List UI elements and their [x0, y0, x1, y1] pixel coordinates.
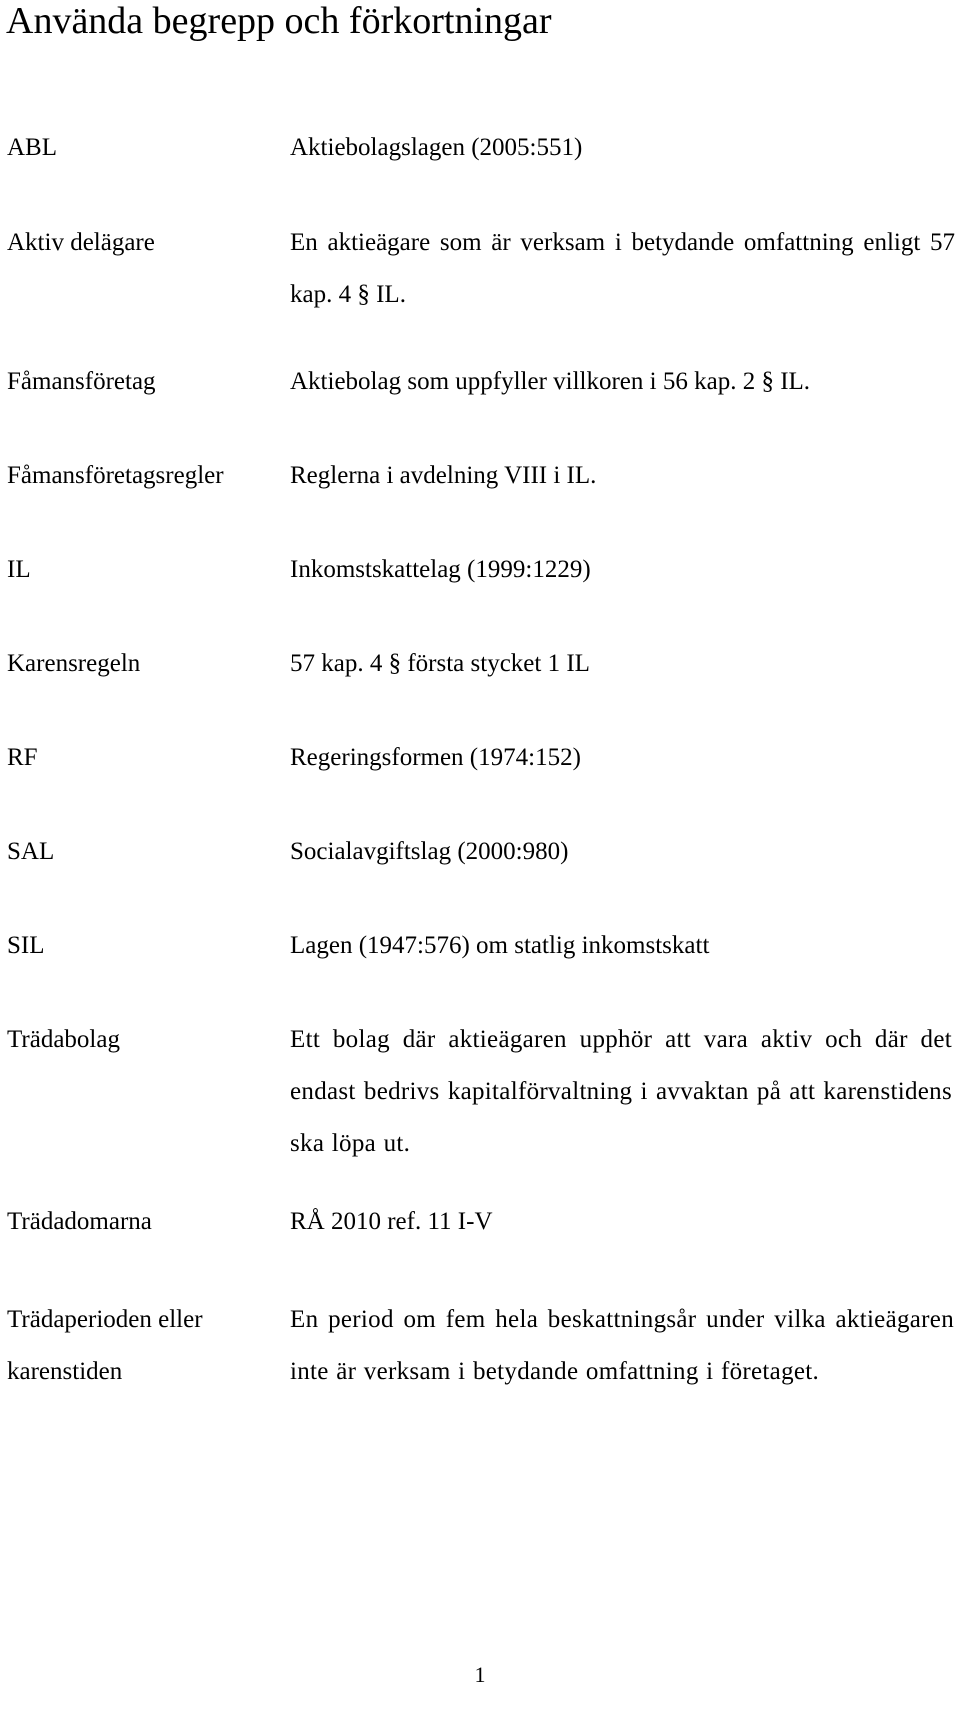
- glossary-definition: En period om fem hela beskattningsår under vilka aktieägaren inte är verksam i betydande omfattning i företaget.: [290, 1306, 954, 1385]
- glossary-term: ABL: [7, 134, 57, 161]
- glossary-term: Fåmansföretagsregler: [7, 462, 224, 489]
- glossary-term: Karensregeln: [7, 650, 141, 677]
- glossary-term: RF: [7, 744, 38, 771]
- glossary-definition: Socialavgiftslag (2000:980): [290, 838, 569, 865]
- glossary-term: Aktiv delägare: [7, 229, 155, 256]
- glossary-term: IL: [7, 556, 31, 583]
- glossary-term: Trädaperioden eller karenstiden: [7, 1306, 203, 1385]
- glossary-definition: Inkomstskattelag (1999:1229): [290, 556, 591, 583]
- glossary-definition: Aktiebolagslagen (2005:551): [290, 134, 583, 161]
- glossary-definition: Reglerna i avdelning VIII i IL.: [290, 462, 597, 489]
- glossary-definition: Lagen (1947:576) om statlig inkomstskatt: [290, 932, 710, 959]
- glossary-term: SAL: [7, 838, 55, 865]
- glossary-definition: 57 kap. 4 § första stycket 1 IL: [290, 650, 590, 677]
- glossary-term: Fåmansföretag: [7, 368, 156, 395]
- glossary-term: Trädadomarna: [7, 1208, 152, 1235]
- glossary-definition: En aktieägare som är verksam i betydande omfattning enligt 57 kap. 4 § IL.: [290, 229, 955, 308]
- page-title: Använda begrepp och förkortningar: [6, 0, 552, 42]
- glossary-term: SIL: [7, 932, 45, 959]
- glossary-definition: Regeringsformen (1974:152): [290, 744, 581, 771]
- glossary-definition: Aktiebolag som uppfyller villkoren i 56 kap. 2 § IL.: [290, 368, 811, 395]
- glossary-definition: Ett bolag där aktieägaren upphör att vara aktiv och där det endast bedrivs kapitalförvaltning i avvaktan på att karenstidens ska löpa ut.: [290, 1026, 952, 1157]
- page-number: 1: [474, 1662, 486, 1687]
- glossary-term: Trädabolag: [7, 1026, 120, 1053]
- glossary-definition: RÅ 2010 ref. 11 I-V: [290, 1208, 493, 1235]
